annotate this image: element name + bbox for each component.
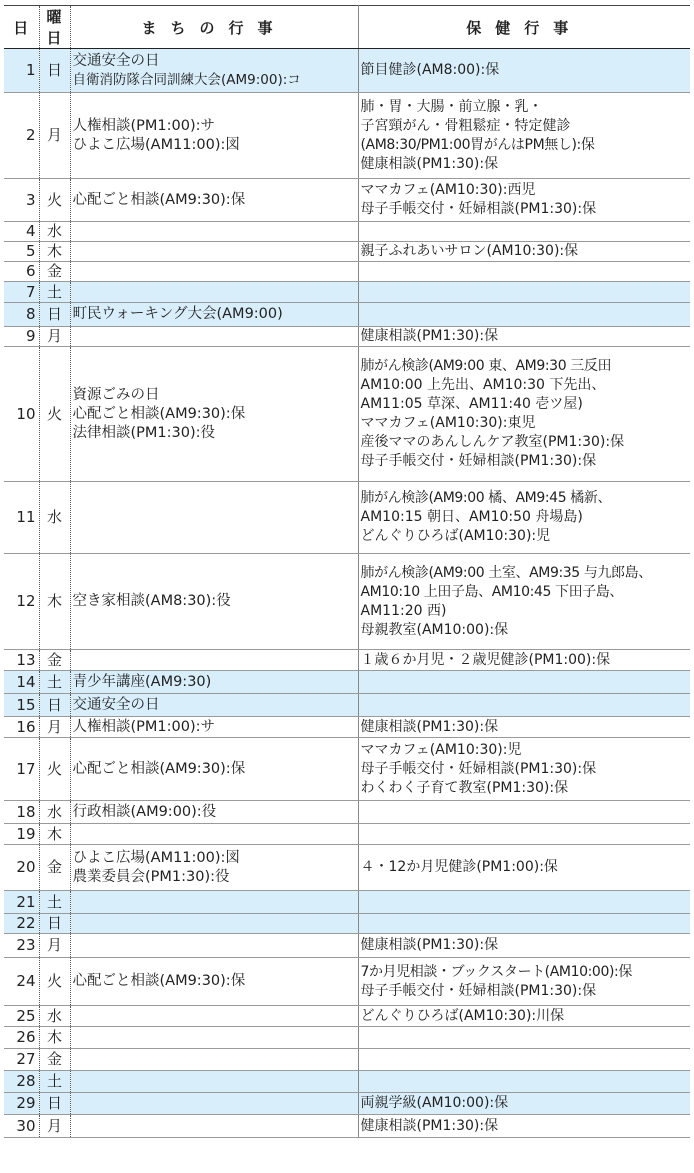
health-event-text: 健康相談(PM1:30):保 <box>360 718 499 735</box>
table-row <box>4 262 690 282</box>
health-event-text: 肺・胃・大腸・前立腺・乳・ <box>360 98 543 115</box>
table-row <box>4 482 690 554</box>
health-events-cell <box>358 482 690 554</box>
day-column-header: 日 <box>4 6 39 49</box>
health-events-cell <box>358 717 690 738</box>
town-event-text: 心配ごと相談(AM9:30):保 <box>72 191 246 208</box>
town-event-text: ひよこ広場(AM11:00):図 <box>72 849 240 866</box>
health-event-text: ４・12か月児健診(PM1:00):保 <box>360 859 558 875</box>
day-number: 15 <box>4 694 39 717</box>
town-events-cell <box>70 824 358 845</box>
health-event-text: AM10:00 上先出、AM10:30 下先出、 <box>360 377 606 393</box>
health-event-text: 健康相談(PM1:30):保 <box>360 1117 499 1134</box>
day-number: 17 <box>4 738 39 801</box>
weekday: 土 <box>39 671 70 694</box>
town-events-cell <box>70 49 358 93</box>
health-event-text: ママカフェ(AM10:30):児 <box>360 741 522 758</box>
weekday: 金 <box>39 845 70 891</box>
town-events-cell <box>70 93 358 179</box>
table-row <box>4 1093 690 1115</box>
health-event-text: 健康相談(PM1:30):保 <box>360 937 499 953</box>
table-row <box>4 717 690 738</box>
health-event-text: 両親学級(AM10:00):保 <box>360 1095 509 1111</box>
health-events-cell <box>358 845 690 891</box>
town-events-cell <box>70 717 358 738</box>
health-events-cell <box>358 179 690 222</box>
table-row <box>4 554 690 650</box>
town-event-text: 心配ごと相談(AM9:30):保 <box>72 405 246 422</box>
weekday: 日 <box>39 303 70 327</box>
town-events-cell <box>70 1006 358 1027</box>
health-event-text: 母子手帳交付・妊婦相談(PM1:30):保 <box>360 982 597 999</box>
town-event-text: 行政相談(AM9:00):役 <box>72 803 217 820</box>
day-number: 24 <box>4 958 39 1006</box>
health-event-text: どんぐりひろば(AM10:30):川保 <box>360 1007 565 1024</box>
health-events-cell <box>358 824 690 845</box>
health-event-text: 健康相談(PM1:30):保 <box>360 155 499 172</box>
health-events-cell <box>358 327 690 347</box>
health-event-text: 母子手帳交付・妊婦相談(PM1:30):保 <box>360 453 597 469</box>
table-row <box>4 1006 690 1027</box>
town-event-text: 自衛消防隊合同訓練大会(AM9:00):コ <box>72 71 301 88</box>
health-events-cell <box>358 958 690 1006</box>
day-number: 1 <box>4 49 39 93</box>
town-event-text: 町民ウォーキング大会(AM9:00) <box>72 306 283 322</box>
day-number: 3 <box>4 179 39 222</box>
town-events-cell <box>70 801 358 824</box>
health-event-text: 親子ふれあいサロン(AM10:30):保 <box>360 243 579 259</box>
town-events-cell <box>70 262 358 282</box>
weekday: 日 <box>39 49 70 93</box>
day-number: 12 <box>4 554 39 650</box>
health-events-cell <box>358 49 690 93</box>
town-event-text: 交通安全の日 <box>72 696 160 713</box>
day-number: 13 <box>4 650 39 671</box>
town-event-text: 法律相談(PM1:30):役 <box>72 424 216 441</box>
weekday: 金 <box>39 650 70 671</box>
health-event-text: １歳６か月児・２歳児健診(PM1:00):保 <box>360 651 611 668</box>
day-number: 20 <box>4 845 39 891</box>
weekday: 月 <box>39 717 70 738</box>
town-events-cell <box>70 650 358 671</box>
health-event-text: (AM8:30/PM1:00胃がんはPM無し):保 <box>360 136 595 153</box>
health-event-text: ママカフェ(AM10:30):東児 <box>360 415 536 431</box>
table-row <box>4 222 690 242</box>
town-events-cell <box>70 1093 358 1115</box>
health-events-cell <box>358 1071 690 1093</box>
town-events-column-header: まちの行事 <box>70 6 358 49</box>
table-row <box>4 282 690 303</box>
table-row <box>4 347 690 482</box>
health-events-cell <box>358 694 690 717</box>
health-events-cell <box>358 242 690 262</box>
weekday: 水 <box>39 482 70 554</box>
town-event-text: 人権相談(PM1:00):サ <box>72 117 216 134</box>
weekday: 土 <box>39 1071 70 1093</box>
town-events-cell <box>70 347 358 482</box>
health-events-cell <box>358 1093 690 1115</box>
town-events-cell <box>70 282 358 303</box>
town-events-cell <box>70 179 358 222</box>
town-events-cell <box>70 242 358 262</box>
health-event-text: AM10:15 朝日、AM10:50 舟場島) <box>360 509 583 525</box>
table-row <box>4 1115 690 1138</box>
day-number: 18 <box>4 801 39 824</box>
day-number: 9 <box>4 327 39 347</box>
health-event-text: 健康相談(PM1:30):保 <box>360 328 499 344</box>
table-row <box>4 1049 690 1071</box>
table-row <box>4 891 690 914</box>
health-events-cell <box>358 914 690 934</box>
table-row <box>4 824 690 845</box>
table-row <box>4 694 690 717</box>
day-number: 21 <box>4 891 39 914</box>
weekday: 月 <box>39 327 70 347</box>
health-events-cell <box>358 222 690 242</box>
health-events-cell <box>358 303 690 327</box>
town-events-cell <box>70 891 358 914</box>
table-row <box>4 49 690 93</box>
town-events-cell <box>70 1115 358 1138</box>
health-event-text: 子宮頸がん・骨粗鬆症・特定健診 <box>360 117 571 134</box>
town-events-cell <box>70 671 358 694</box>
weekday: 金 <box>39 1049 70 1071</box>
weekday-column-header: 曜日 <box>39 6 70 49</box>
table-row <box>4 671 690 694</box>
table-row <box>4 958 690 1006</box>
health-events-cell <box>358 738 690 801</box>
town-events-cell <box>70 845 358 891</box>
health-events-cell <box>358 282 690 303</box>
day-number: 10 <box>4 347 39 482</box>
weekday: 水 <box>39 1006 70 1027</box>
weekday: 火 <box>39 179 70 222</box>
health-event-text: わくわく子育て教室(PM1:30):保 <box>360 779 569 796</box>
town-events-cell <box>70 222 358 242</box>
health-event-text: 肺がん検診(AM9:00 橘、AM9:45 橘新、 <box>360 490 612 506</box>
health-event-text: ママカフェ(AM10:30):西児 <box>360 182 536 198</box>
table-row <box>4 738 690 801</box>
town-events-cell <box>70 1027 358 1049</box>
health-event-text: 母子手帳交付・妊婦相談(PM1:30):保 <box>360 760 597 777</box>
weekday: 日 <box>39 694 70 717</box>
table-row <box>4 934 690 958</box>
weekday: 木 <box>39 554 70 650</box>
day-number: 30 <box>4 1115 39 1138</box>
town-events-cell <box>70 934 358 958</box>
health-events-cell <box>358 934 690 958</box>
health-events-cell <box>358 347 690 482</box>
table-row <box>4 914 690 934</box>
day-number: 11 <box>4 482 39 554</box>
weekday: 木 <box>39 824 70 845</box>
health-events-cell <box>358 554 690 650</box>
health-event-text: AM11:20 西) <box>360 602 447 619</box>
health-event-text: 母親教室(AM10:00):保 <box>360 621 509 638</box>
table-row <box>4 1027 690 1049</box>
town-events-cell <box>70 1049 358 1071</box>
header-row <box>4 6 690 49</box>
event-calendar-table <box>4 5 690 1138</box>
health-event-text: 母子手帳交付・妊婦相談(PM1:30):保 <box>360 201 597 217</box>
health-events-cell <box>358 93 690 179</box>
health-event-text: 産後ママのあんしんケア教室(PM1:30):保 <box>360 434 625 450</box>
health-event-text: 7か月児相談・ブックスタート(AM10:00):保 <box>360 963 632 980</box>
town-events-cell <box>70 1071 358 1093</box>
town-events-cell <box>70 482 358 554</box>
weekday: 月 <box>39 934 70 958</box>
table-row <box>4 845 690 891</box>
table-row <box>4 801 690 824</box>
table-row <box>4 1071 690 1093</box>
day-number: 19 <box>4 824 39 845</box>
town-event-text: 青少年講座(AM9:30) <box>72 673 212 690</box>
day-number: 4 <box>4 222 39 242</box>
weekday: 金 <box>39 262 70 282</box>
town-event-text: 人権相談(PM1:00):サ <box>72 718 216 735</box>
town-event-text: 資源ごみの日 <box>72 386 160 403</box>
weekday: 日 <box>39 914 70 934</box>
weekday: 水 <box>39 222 70 242</box>
day-number: 7 <box>4 282 39 303</box>
health-events-cell <box>358 1115 690 1138</box>
weekday: 日 <box>39 1093 70 1115</box>
weekday: 木 <box>39 1027 70 1049</box>
calendar-body <box>4 49 690 1138</box>
health-events-column-header: 保健行事 <box>358 6 690 49</box>
day-number: 22 <box>4 914 39 934</box>
weekday: 土 <box>39 891 70 914</box>
health-event-text: 肺がん検診(AM9:00 土室、AM9:35 与九郎島、 <box>360 564 652 581</box>
day-number: 2 <box>4 93 39 179</box>
day-number: 14 <box>4 671 39 694</box>
day-number: 27 <box>4 1049 39 1071</box>
table-row <box>4 327 690 347</box>
town-events-cell <box>70 738 358 801</box>
health-events-cell <box>358 801 690 824</box>
health-events-cell <box>358 650 690 671</box>
weekday: 火 <box>39 347 70 482</box>
health-events-cell <box>358 262 690 282</box>
town-event-text: 心配ごと相談(AM9:30):保 <box>72 973 246 989</box>
table-row <box>4 650 690 671</box>
day-number: 29 <box>4 1093 39 1115</box>
day-number: 16 <box>4 717 39 738</box>
town-events-cell <box>70 303 358 327</box>
town-event-text: 交通安全の日 <box>72 52 160 69</box>
health-events-cell <box>358 1027 690 1049</box>
day-number: 8 <box>4 303 39 327</box>
weekday: 水 <box>39 801 70 824</box>
health-events-cell <box>358 671 690 694</box>
town-event-text: 空き家相談(AM8:30):役 <box>72 593 231 609</box>
town-events-cell <box>70 694 358 717</box>
health-event-text: 節目健診(AM8:00):保 <box>360 62 500 78</box>
health-event-text: どんぐりひろば(AM10:30):児 <box>360 528 551 544</box>
weekday: 土 <box>39 282 70 303</box>
day-number: 26 <box>4 1027 39 1049</box>
town-event-text: 農業委員会(PM1:30):役 <box>72 868 230 885</box>
town-event-text: ひよこ広場(AM11:00):図 <box>72 136 240 153</box>
health-events-cell <box>358 891 690 914</box>
day-number: 6 <box>4 262 39 282</box>
table-row <box>4 303 690 327</box>
table-row <box>4 242 690 262</box>
health-events-cell <box>358 1006 690 1027</box>
town-events-cell <box>70 958 358 1006</box>
health-event-text: AM11:05 草深、AM11:40 壱ツ屋) <box>360 396 583 412</box>
town-events-cell <box>70 554 358 650</box>
day-number: 23 <box>4 934 39 958</box>
weekday: 火 <box>39 958 70 1006</box>
day-number: 5 <box>4 242 39 262</box>
weekday: 木 <box>39 242 70 262</box>
weekday: 月 <box>39 1115 70 1138</box>
table-row <box>4 179 690 222</box>
town-events-cell <box>70 914 358 934</box>
day-number: 25 <box>4 1006 39 1027</box>
health-event-text: AM10:10 上田子島、AM10:45 下田子島、 <box>360 583 624 600</box>
weekday: 火 <box>39 738 70 801</box>
town-events-cell <box>70 327 358 347</box>
weekday: 月 <box>39 93 70 179</box>
health-event-text: 肺がん検診(AM9:00 東、AM9:30 三反田 <box>360 358 612 374</box>
town-event-text: 心配ごと相談(AM9:30):保 <box>72 760 246 777</box>
health-events-cell <box>358 1049 690 1071</box>
table-row <box>4 93 690 179</box>
day-number: 28 <box>4 1071 39 1093</box>
